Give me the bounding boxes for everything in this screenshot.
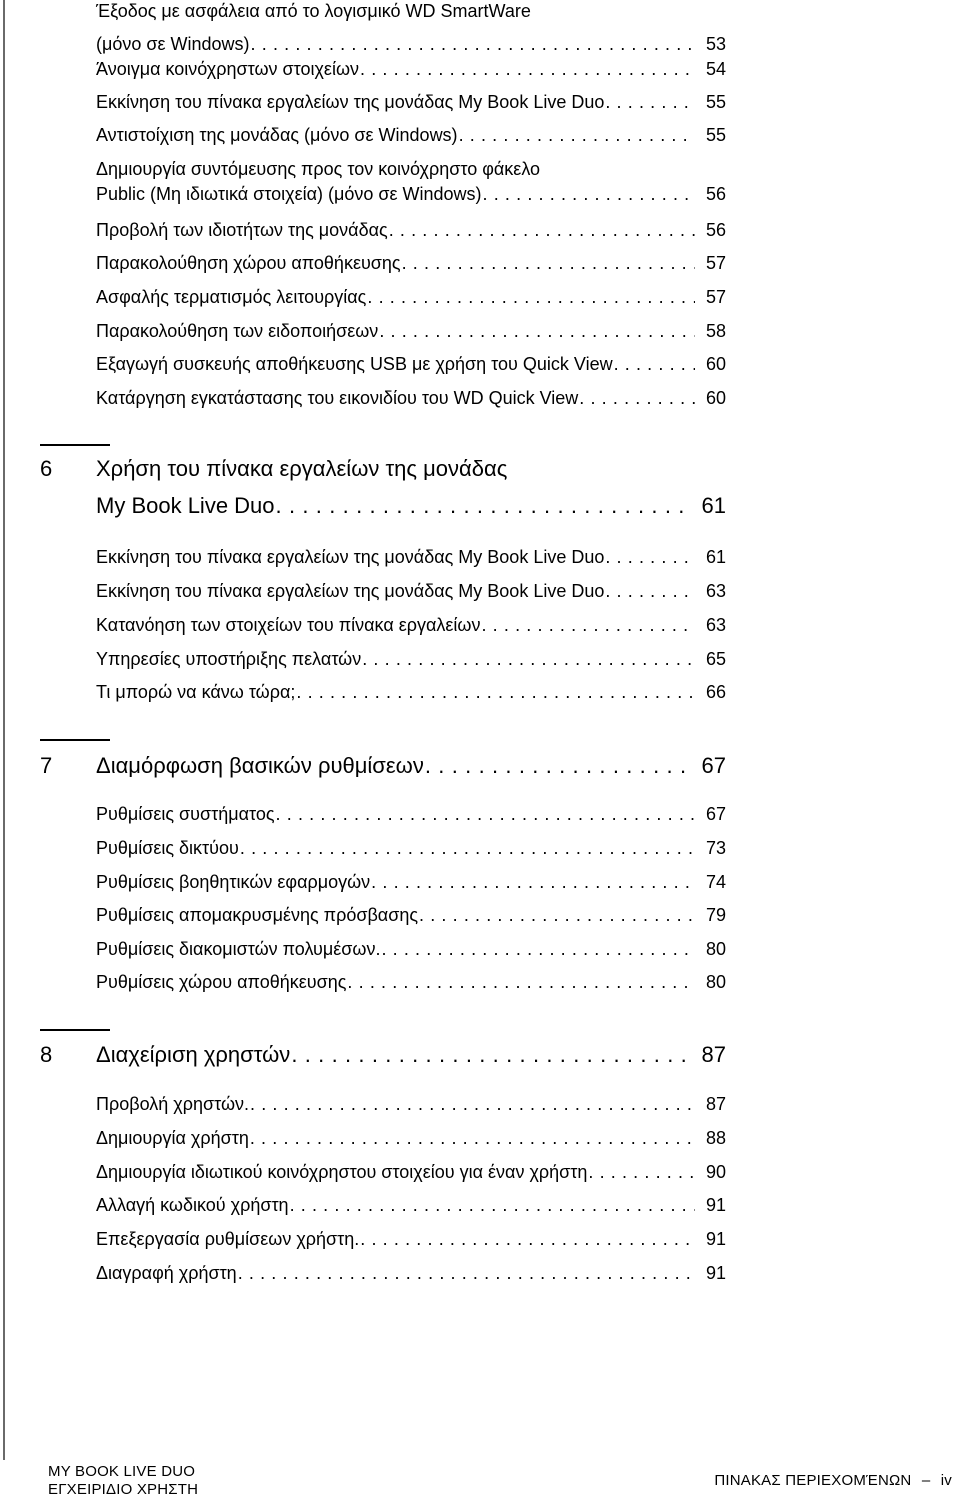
toc-entry[interactable]: [96, 803, 726, 825]
toc-entry[interactable]: [96, 938, 726, 960]
toc-entry-page: 67: [705, 804, 726, 824]
toc-entry[interactable]: [96, 1161, 726, 1183]
dot-leader: [240, 837, 695, 859]
toc-entry-title: Διαγραφή χρήστη: [96, 1263, 237, 1283]
dot-leader: [276, 493, 693, 519]
dot-leader: [251, 33, 695, 55]
toc-entry-page: 63: [705, 615, 726, 635]
dot-leader: [614, 353, 695, 375]
dot-leader: [367, 286, 695, 308]
toc-entry-page: 55: [705, 125, 726, 145]
toc-entry-page: 87: [705, 1094, 726, 1114]
footer-product: [48, 1463, 198, 1499]
toc-entry-title: Ρυθμίσεις βοηθητικών εφαρμογών: [96, 872, 371, 892]
toc-entry-title: Υπηρεσίες υποστήριξης πελατών: [96, 649, 362, 669]
toc-entry-title: Δημιουργία χρήστη: [96, 1128, 249, 1148]
toc-entry-title: Κατανόηση των στοιχείων του πίνακα εργαλείων: [96, 615, 481, 635]
toc-entry-title: Αντιστοίχιση της μονάδας (μόνο σε Windows): [96, 125, 458, 145]
toc-entry[interactable]: [96, 580, 726, 602]
dot-leader: [296, 681, 695, 703]
toc-entry-title: Ρυθμίσεις διακομιστών πολυμέσων.: [96, 939, 381, 959]
toc-entry-page: 88: [705, 1128, 726, 1148]
toc-entry[interactable]: [96, 353, 726, 375]
toc-entry[interactable]: [96, 648, 726, 670]
toc-entry-page: 66: [705, 682, 726, 702]
toc-entry[interactable]: [96, 1127, 726, 1149]
toc-entry-page: 91: [705, 1195, 726, 1215]
toc-entry[interactable]: [96, 904, 726, 926]
toc-entry[interactable]: [96, 871, 726, 893]
chapter-page: 87: [701, 1042, 726, 1067]
toc-entry[interactable]: [96, 91, 726, 113]
toc-entry-page: 58: [705, 321, 726, 341]
dot-leader: [459, 124, 695, 146]
dot-leader: [483, 183, 695, 205]
chapter-title-line1: Χρήση του πίνακα εργαλείων της μονάδας: [96, 456, 508, 481]
toc-entry-page: 57: [705, 287, 726, 307]
left-margin-rule: [3, 0, 5, 1460]
dot-leader: [360, 58, 695, 80]
toc-entry-title: Εκκίνηση του πίνακα εργαλείων της μονάδας My Book Live Duo: [96, 581, 605, 601]
toc-entry[interactable]: [96, 252, 726, 274]
toc-entry-page: 90: [705, 1162, 726, 1182]
dot-leader: [481, 614, 695, 636]
toc-entry-page: 73: [705, 838, 726, 858]
dot-leader: [347, 971, 695, 993]
toc-entry-title-line1: Δημιουργία συντόμευσης προς τον κοινόχρηστο φάκελο: [96, 159, 541, 179]
dot-leader: [276, 803, 695, 825]
footer-product-name: MY BOOK LIVE DUO: [48, 1463, 196, 1480]
toc-entry-page: 53: [705, 34, 726, 54]
dot-leader: [402, 252, 695, 274]
footer-separator: –: [921, 1472, 931, 1489]
toc-entry[interactable]: [96, 124, 726, 146]
toc-entry-page: 57: [705, 253, 726, 273]
toc-entry[interactable]: [96, 158, 726, 205]
chapter-page: 61: [701, 493, 726, 518]
toc-entry-title: Επεξεργασία ρυθμίσεων χρήστη.: [96, 1229, 360, 1249]
toc-entry[interactable]: [96, 837, 726, 859]
toc-entry-page: 56: [705, 184, 726, 204]
toc-entry[interactable]: [96, 1093, 726, 1115]
chapter-number: 6: [40, 456, 53, 481]
toc-entry-title: Αλλαγή κωδικού χρήστη: [96, 1195, 289, 1215]
toc-entry-title: Δημιουργία ιδιωτικού κοινόχρηστου στοιχείου για έναν χρήστη: [96, 1162, 588, 1182]
toc-entry[interactable]: [96, 387, 726, 409]
dot-leader: [419, 904, 695, 926]
toc-entry-title: Ρυθμίσεις χώρου αποθήκευσης: [96, 972, 347, 992]
toc-entry-page: 79: [705, 905, 726, 925]
toc-entry-page: 91: [705, 1263, 726, 1283]
dot-leader: [379, 320, 695, 342]
toc-entry-title: Παρακολούθηση χώρου αποθήκευσης: [96, 253, 401, 273]
toc-entry[interactable]: [96, 1194, 726, 1216]
toc-entry-title: Εξαγωγή συσκευής αποθήκευσης USB με χρήση του Quick View: [96, 354, 613, 374]
dot-leader: [605, 546, 695, 568]
toc-entry-title: Ασφαλής τερματισμός λειτουργίας: [96, 287, 367, 307]
toc-entry-title: Εκκίνηση του πίνακα εργαλείων της μονάδας My Book Live Duo: [96, 547, 605, 567]
toc-entry[interactable]: [96, 1228, 726, 1250]
chapter-page: 67: [701, 753, 726, 778]
toc-entry-page: 60: [705, 388, 726, 408]
toc-entry-page: 55: [705, 92, 726, 112]
footer-manual-name: ΕΓΧΕΙΡΙΔΙΟ ΧΡΗΣΤΗ: [48, 1481, 199, 1498]
toc-entry[interactable]: [96, 614, 726, 636]
toc-entry-title: Ρυθμίσεις απομακρυσμένης πρόσβασης: [96, 905, 419, 925]
chapter-divider: [40, 739, 110, 741]
toc-entry-title: Παρακολούθηση των ειδοποιήσεων: [96, 321, 379, 341]
dot-leader: [371, 871, 695, 893]
footer-section-label: ΠΙΝΑΚΑΣ ΠΕΡΙΕΧΟΜΈΝΩΝ: [714, 1472, 912, 1489]
dot-leader: [250, 1127, 695, 1149]
dot-leader: [605, 91, 695, 113]
chapter-heading[interactable]: [96, 1042, 726, 1068]
toc-entry-title: Προβολή χρηστών.: [96, 1094, 249, 1114]
chapter-number: 7: [40, 753, 53, 778]
toc-entry-page: 91: [705, 1229, 726, 1249]
toc-entry-page: 80: [705, 972, 726, 992]
toc-entry[interactable]: [96, 219, 726, 241]
dot-leader: [381, 938, 695, 960]
toc-entry-title: (μόνο σε Windows): [96, 34, 250, 54]
toc-entry-page: 63: [705, 581, 726, 601]
toc-entry[interactable]: [96, 58, 726, 80]
dot-leader: [362, 648, 695, 670]
dot-leader: [250, 1093, 695, 1115]
toc-entry-title: Εκκίνηση του πίνακα εργαλείων της μονάδας My Book Live Duo: [96, 92, 605, 112]
toc-entry[interactable]: [96, 546, 726, 568]
toc-entry-title: Public (Μη ιδιωτικά στοιχεία) (μόνο σε Windows): [96, 184, 482, 204]
dot-leader: [588, 1161, 695, 1183]
toc-entry[interactable]: [96, 1262, 726, 1284]
toc-entry-title: Τι μπορώ να κάνω τώρα;: [96, 682, 296, 702]
toc-entry-page: 54: [705, 59, 726, 79]
chapter-heading[interactable]: [96, 753, 726, 779]
dot-leader: [425, 753, 693, 779]
chapter-divider: [40, 1029, 110, 1031]
chapter-number: 8: [40, 1042, 53, 1067]
toc-entry-page: 61: [705, 547, 726, 567]
toc-entry[interactable]: [96, 0, 726, 55]
dot-leader: [360, 1228, 695, 1250]
toc-entry-title-line1: Έξοδος με ασφάλεια από το λογισμικό WD SmartWare: [96, 1, 531, 21]
toc-entry[interactable]: [96, 286, 726, 308]
dot-leader: [605, 580, 695, 602]
footer-page-number: iv: [940, 1472, 952, 1489]
toc-entry-title: Ρυθμίσεις δικτύου: [96, 838, 239, 858]
toc-entry-page: 65: [705, 649, 726, 669]
toc-entry-title: Άνοιγμα κοινόχρηστων στοιχείων: [96, 59, 360, 79]
toc-entry-title: Κατάργηση εγκατάστασης του εικονιδίου του WD Quick View: [96, 388, 579, 408]
toc-entry[interactable]: [96, 681, 726, 703]
footer-section: [714, 1472, 952, 1490]
toc-entry-page: 60: [705, 354, 726, 374]
toc-entry[interactable]: [96, 971, 726, 993]
toc-entry-title: Ρυθμίσεις συστήματος: [96, 804, 275, 824]
dot-leader: [579, 387, 695, 409]
dot-leader: [291, 1042, 693, 1068]
dot-leader: [238, 1262, 695, 1284]
dot-leader: [389, 219, 695, 241]
toc-entry-page: 74: [705, 872, 726, 892]
toc-entry-page: 56: [705, 220, 726, 240]
toc-entry-page: 80: [705, 939, 726, 959]
toc-entry[interactable]: [96, 320, 726, 342]
chapter-title: Διαχείριση χρηστών: [96, 1042, 291, 1067]
chapter-divider: [40, 444, 110, 446]
dot-leader: [290, 1194, 695, 1216]
toc-entry-title: Προβολή των ιδιοτήτων της μονάδας: [96, 220, 388, 240]
chapter-heading[interactable]: [96, 456, 726, 519]
chapter-title: My Book Live Duo: [96, 493, 275, 518]
chapter-title: Διαμόρφωση βασικών ρυθμίσεων: [96, 753, 424, 778]
